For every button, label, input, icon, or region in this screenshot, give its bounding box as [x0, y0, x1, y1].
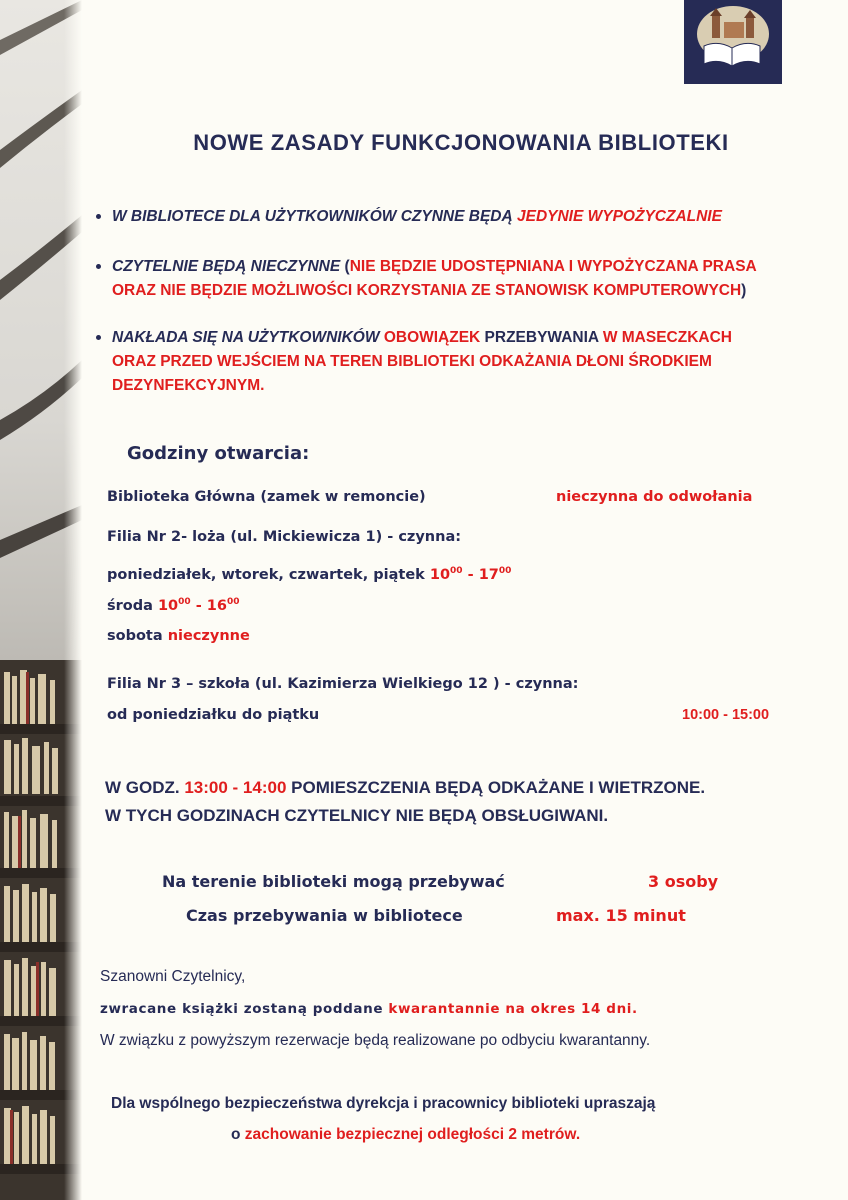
rule-2-text: CZYTELNIE BĘDĄ NIECZYNNE: [112, 258, 341, 275]
branch-2-days-3: sobota nieczynne: [107, 628, 250, 644]
branch-2-days-2: środa $10^{00} - 16^{00}$: [107, 597, 240, 614]
rule-2-highlight: NIE BĘDZIE UDOSTĘPNIANA I WYPOŻYCZANA PRASA: [349, 258, 757, 275]
time-limit-label: Czas przebywania w bibliotece: [186, 906, 463, 925]
notice-greeting: Szanowni Czytelnicy,: [100, 968, 246, 985]
branch-3-label: Filia Nr 3 – szkoła (ul. Kazimierza Wielkiego 12 ) - czynna:: [107, 676, 579, 692]
branch-3-time: 10:00 - 15:00: [682, 707, 770, 723]
bullet-dot: [96, 214, 101, 219]
main-library-status: nieczynna do odwołania: [556, 489, 753, 505]
rule-item-3-cont-2: DEZYNFEKCYJNYM.: [112, 377, 265, 394]
strip-fade: [64, 0, 82, 1200]
hours-heading: Godziny otwarcia:: [127, 443, 310, 464]
branch-3-days: od poniedziałku do piątku: [107, 707, 320, 723]
disinfection-line-1: W GODZ. 13:00 - 14:00 POMIESZCZENIA BĘDĄ ODKAŻANE I WIETRZONE.: [105, 778, 706, 797]
page-title: NOWE ZASADY FUNKCJONOWANIA BIBLIOTEKI: [193, 130, 729, 155]
rule-1-text: W BIBLIOTECE DLA UŻYTKOWNIKÓW CZYNNE BĘDĄ: [112, 208, 517, 225]
castle-book-icon: [684, 0, 782, 84]
footer-line-1: Dla wspólnego bezpieczeństwa dyrekcja i pracownicy biblioteki upraszają: [111, 1095, 656, 1112]
rule-item-3: NAKŁADA SIĘ NA UŻYTKOWNIKÓW OBOWIĄZEK PRZEBYWANIA W MASECZKACH: [112, 326, 732, 349]
rule-item-1: [112, 205, 722, 228]
library-photo-strip: [0, 0, 82, 1200]
rule-1-highlight: JEDYNIE WYPOŻYCZALNIE: [516, 208, 722, 225]
time-limit-value: max. 15 minut: [556, 906, 686, 925]
notice-quarantine: zwracane książki zostaną poddane kwarantannie na okres 14 dni.: [100, 1001, 638, 1017]
bullet-dot: [96, 335, 101, 340]
notice-reservations: W związku z powyższym rezerwacje będą realizowane po odbyciu kwarantanny.: [100, 1032, 651, 1049]
branch-2-days-1: poniedziałek, wtorek, czwartek, piątek $10^{00} - 17^{00}$: [107, 566, 512, 583]
rule-item-2: CZYTELNIE BĘDĄ NIECZYNNE (NIE BĘDZIE UDOSTĘPNIANA I WYPOŻYCZANA PRASA: [112, 255, 757, 278]
people-limit-label: Na terenie biblioteki mogą przebywać: [162, 872, 505, 891]
bullet-dot: [96, 264, 101, 269]
rule-item-2-cont: ORAZ NIE BĘDZIE MOŻLIWOŚCI KORZYSTANIA ZE STANOWISK KOMPUTEROWYCH): [112, 282, 747, 299]
rule-3-text: NAKŁADA SIĘ NA UŻYTKOWNIKÓW: [112, 329, 384, 346]
library-logo: [684, 0, 782, 84]
branch-2-label: Filia Nr 2- loża (ul. Mickiewicza 1) - czynna:: [107, 529, 462, 545]
main-library-label: Biblioteka Główna (zamek w remoncie): [107, 489, 426, 505]
people-limit-value: 3 osoby: [648, 872, 719, 891]
footer-line-2: o zachowanie bezpiecznej odległości 2 metrów.: [231, 1126, 581, 1143]
rule-item-3-cont: ORAZ PRZED WEJŚCIEM NA TEREN BIBLIOTEKI ODKAŻANIA DŁONI ŚRODKIEM: [112, 353, 712, 370]
disinfection-line-2: W TYCH GODZINACH CZYTELNICY NIE BĘDĄ OBSŁUGIWANI.: [105, 806, 609, 825]
